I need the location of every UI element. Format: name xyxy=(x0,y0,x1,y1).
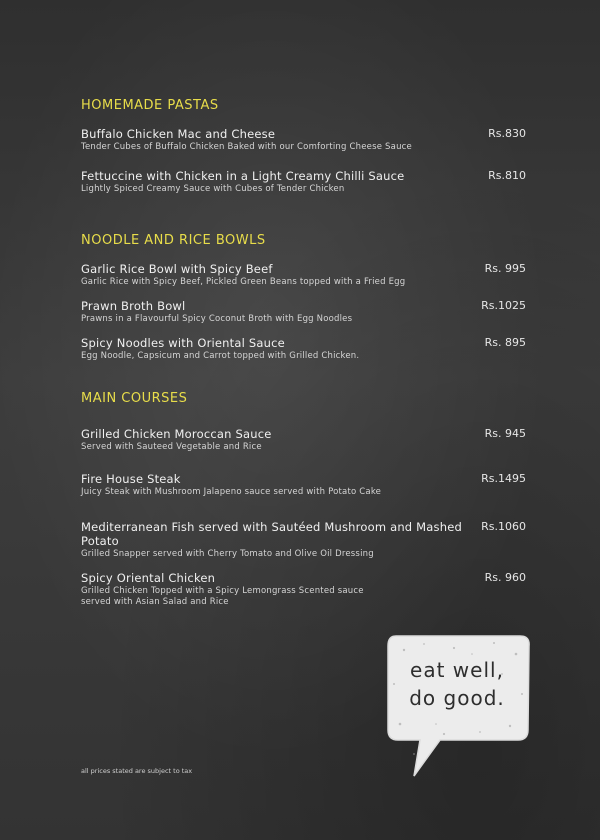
item-name: Fettuccine with Chicken in a Light Creamy Chilli Sauce xyxy=(81,169,405,183)
item-name: Fire House Steak xyxy=(81,472,181,486)
item-name: Buffalo Chicken Mac and Cheese xyxy=(81,127,276,141)
bubble-line-2: do good. xyxy=(409,686,505,710)
menu-item xyxy=(81,169,526,195)
menu-item xyxy=(81,299,526,325)
tax-footnote: all prices stated are subject to tax xyxy=(81,767,193,775)
menu-item xyxy=(81,571,526,608)
item-name: Spicy Oriental Chicken xyxy=(81,571,216,585)
item-price: Rs.1025 xyxy=(481,299,526,312)
item-price: Rs. 960 xyxy=(484,571,526,584)
item-name: Grilled Chicken Moroccan Sauce xyxy=(81,427,272,441)
item-description: Grilled Snapper served with Cherry Tomato and Olive Oil Dressing xyxy=(81,549,374,559)
item-price: Rs.1060 xyxy=(481,520,526,533)
item-price: Rs.1495 xyxy=(481,472,526,485)
item-description: Prawns in a Flavourful Spicy Coconut Broth with Egg Noodles xyxy=(81,314,353,324)
item-name: Prawn Broth Bowl xyxy=(81,299,186,313)
menu-item xyxy=(81,127,526,153)
item-description: Juicy Steak with Mushroom Jalapeno sauce served with Potato Cake xyxy=(81,487,382,497)
item-name: Garlic Rice Bowl with Spicy Beef xyxy=(81,262,273,276)
item-description: Lightly Spiced Creamy Sauce with Cubes of Tender Chicken xyxy=(81,184,345,194)
section-title-main-courses: MAIN COURSES xyxy=(81,391,188,406)
item-description: Tender Cubes of Buffalo Chicken Baked with our Comforting Cheese Sauce xyxy=(81,142,412,152)
item-price: Rs. 945 xyxy=(484,427,526,440)
menu-item xyxy=(81,427,526,453)
item-description: Served with Sauteed Vegetable and Rice xyxy=(81,442,262,452)
bubble-line-1: eat well, xyxy=(410,658,504,682)
item-price: Rs.810 xyxy=(488,169,526,182)
item-name: Spicy Noodles with Oriental Sauce xyxy=(81,336,285,350)
eat-well-speech-bubble xyxy=(384,634,534,784)
item-description: Grilled Chicken Topped with a Spicy Lemongrass Scented sauce served with Asian Salad and Rice xyxy=(81,586,364,607)
menu-item xyxy=(81,520,526,560)
section-title-noodle-rice: NOODLE AND RICE BOWLS xyxy=(81,233,266,248)
section-title-pastas: HOMEMADE PASTAS xyxy=(81,98,219,113)
menu-item xyxy=(81,262,526,288)
item-price: Rs. 895 xyxy=(484,336,526,349)
item-description: Garlic Rice with Spicy Beef, Pickled Green Beans topped with a Fried Egg xyxy=(81,277,406,287)
item-price: Rs.830 xyxy=(488,127,526,140)
menu-item xyxy=(81,336,526,362)
item-price: Rs. 995 xyxy=(484,262,526,275)
menu-item xyxy=(81,472,526,498)
item-name: Mediterranean Fish served with Sautéed Mushroom and Mashed Potato xyxy=(81,520,462,548)
item-description: Egg Noodle, Capsicum and Carrot topped with Grilled Chicken. xyxy=(81,351,360,361)
